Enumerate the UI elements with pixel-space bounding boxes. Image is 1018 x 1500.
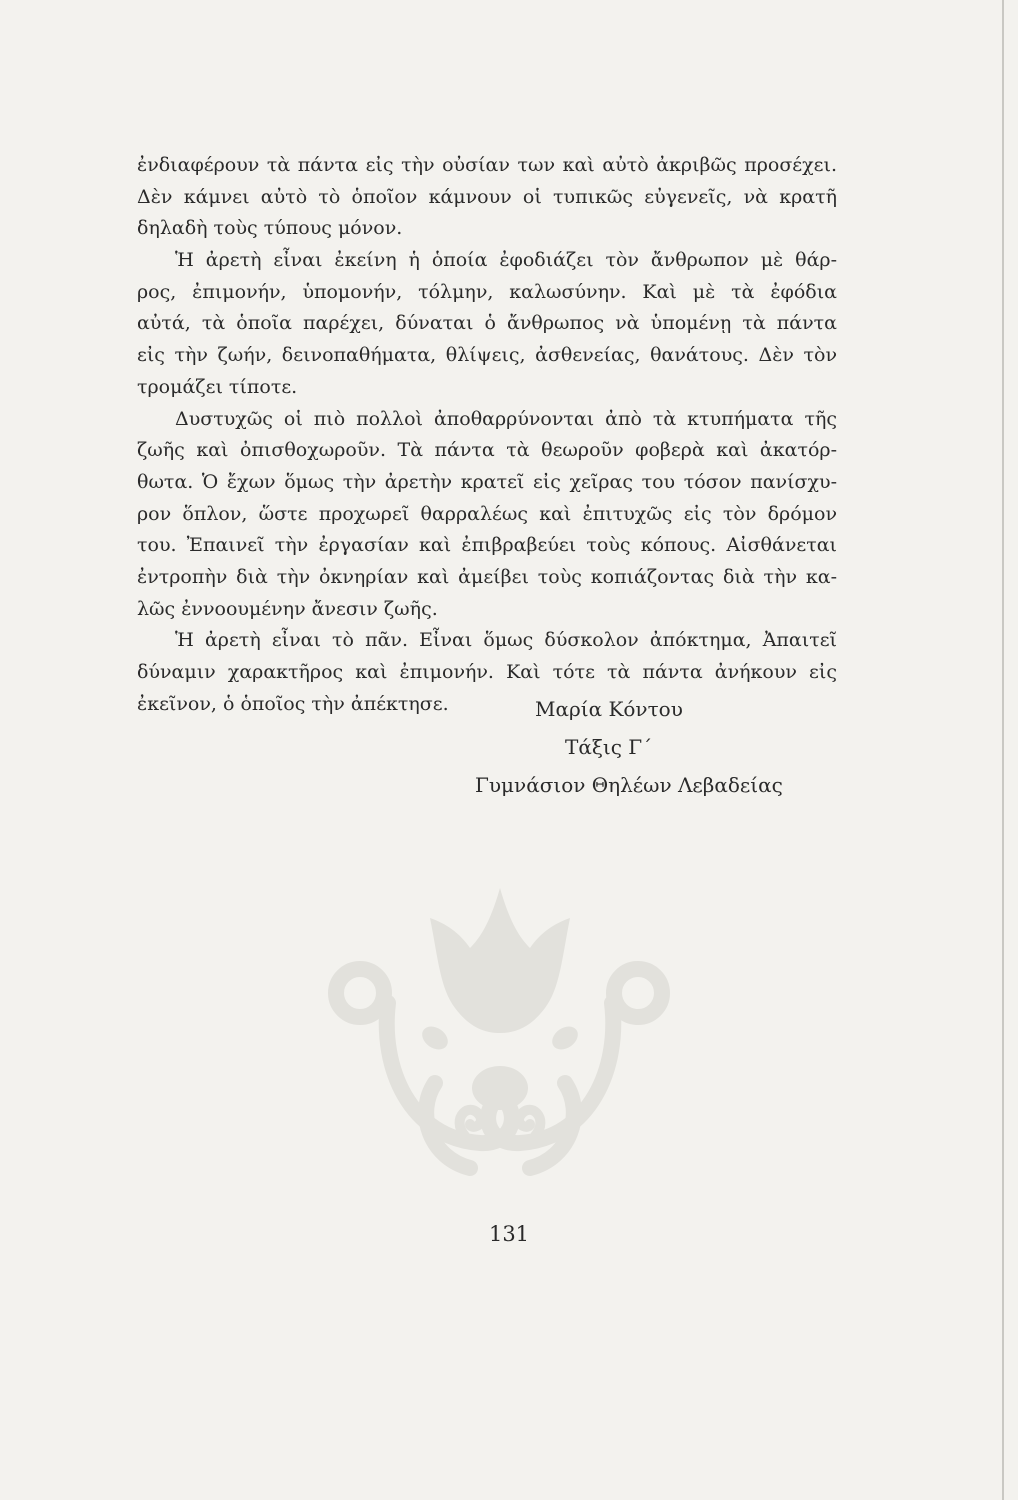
text-line: ἐκεῖνον, ὁ ὁποῖος τὴν ἀπέκτησε. — [137, 692, 449, 715]
author-school: Γυμνάσιον Θηλέων Λεβαδείας — [475, 773, 783, 797]
page-number: 131 — [488, 1222, 530, 1246]
text-line: του. Ἐπαινεῖ τὴν ἐργασίαν καὶ ἐπιβραβεύει τοὺς κόπους. Αἰσθάνεται — [137, 534, 837, 557]
text-line: ἐνδιαφέρουν τὰ πάντα εἰς τὴν οὐσίαν των καὶ αὐτὸ ἀκριβῶς προσέχει. — [137, 154, 837, 176]
text-line: τρομάζει τίποτε. — [137, 375, 298, 398]
author-name: Μαρία Κόντου — [535, 697, 683, 721]
text-line: θωτα. Ὁ ἔχων ὅμως τὴν ἀρετὴν κρατεῖ εἰς χεῖρας του τόσον πανίσχυ- — [137, 470, 837, 493]
text-line: Δὲν κάμνει αὐτὸ τὸ ὁποῖον κάμνουν οἱ τυπικῶς εὐγενεῖς, νὰ κρατῆ — [137, 185, 837, 208]
author-class: Τάξις Γ΄ — [565, 735, 653, 759]
body-text — [137, 150, 837, 720]
text-line: δηλαδὴ τοὺς τύπους μόνον. — [137, 217, 403, 240]
text-line: Δυστυχῶς οἱ πιὸ πολλοὶ ἀποθαρρύνονται ἀπὸ τὰ κτυπήματα τῆς — [175, 407, 837, 430]
text-line: δύναμιν χαρακτῆρος καὶ ἐπιμονήν. Καὶ τότε τὰ πάντα ἀνήκουν εἰς — [137, 661, 837, 683]
text-line: Ἡ ἀρετὴ εἶναι τὸ πᾶν. Εἶναι ὅμως δύσκολον ἀπόκτημα, Ἀπαιτεῖ — [175, 629, 837, 652]
text-line: Ἡ ἀρετὴ εἶναι ἐκείνη ἡ ὁποία ἐφοδιάζει τὸν ἄνθρωπον μὲ θάρ- — [175, 249, 837, 272]
text-line: ρον ὅπλον, ὥστε προχωρεῖ θαρραλέως καὶ ἐπιτυχῶς εἰς τὸν δρόμον — [137, 502, 837, 525]
page-edge — [1002, 0, 1004, 1500]
tulip-scroll-ornament-icon — [320, 868, 680, 1208]
text-line: ζωῆς καὶ ὀπισθοχωροῦν. Τὰ πάντα τὰ θεωροῦν φοβερὰ καὶ ἀκατόρ- — [137, 439, 837, 462]
text-line: ρος, ἐπιμονήν, ὑπομονήν, τόλμην, καλωσύνην. Καὶ μὲ τὰ ἐφόδια — [137, 280, 837, 303]
signature-block — [400, 690, 900, 804]
text-line: αὐτά, τὰ ὁποῖα παρέχει, δύναται ὁ ἄνθρωπος νὰ ὑπομένῃ τὰ πάντα — [137, 312, 837, 335]
text-line: ἐντροπὴν διὰ τὴν ὀκνηρίαν καὶ ἀμείβει τοὺς κοπιάζοντας διὰ τὴν κα- — [137, 565, 837, 588]
text-line: λῶς ἐννοουμένην ἄνεσιν ζωῆς. — [137, 597, 438, 620]
text-line: εἰς τὴν ζωήν, δεινοπαθήματα, θλίψεις, ἀσθενείας, θανάτους. Δὲν τὸν — [137, 344, 837, 367]
